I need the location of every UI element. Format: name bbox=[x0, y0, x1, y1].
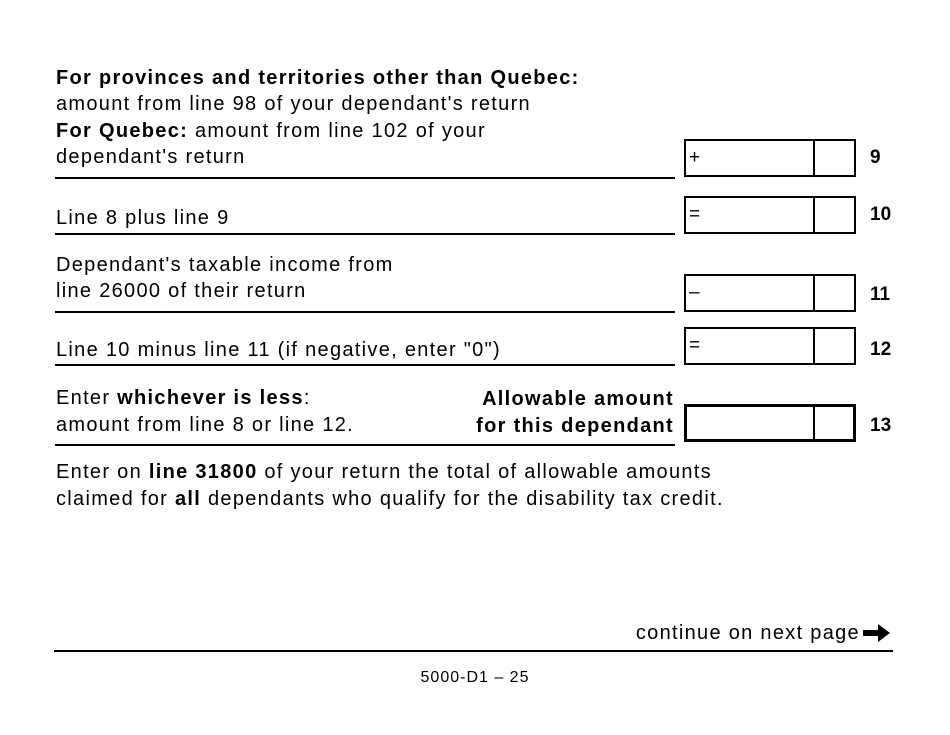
line9-number: 9 bbox=[870, 147, 881, 168]
line11-rule bbox=[55, 311, 675, 313]
line13-colon: : bbox=[303, 387, 311, 409]
line9-amount-field[interactable] bbox=[684, 139, 856, 177]
allowable-amount-label: Allowable amount bbox=[482, 388, 674, 410]
cents-divider bbox=[813, 196, 815, 234]
cents-divider bbox=[813, 139, 815, 177]
line12-label: Line 10 minus line 11 (if negative, enter "0") bbox=[56, 339, 501, 361]
line11-number: 11 bbox=[870, 284, 891, 305]
cents-divider bbox=[813, 327, 815, 365]
instruction-all: all bbox=[174, 488, 202, 510]
line9-quebec-label: For Quebec: bbox=[56, 120, 189, 142]
line9-quebec bbox=[56, 118, 486, 145]
instruction-line-ref: line 31800 bbox=[148, 461, 258, 483]
line11-amount-field[interactable] bbox=[684, 274, 856, 312]
line13-number: 13 bbox=[870, 415, 892, 436]
line13-label-cont: amount from line 8 or line 12. bbox=[56, 414, 355, 436]
right-arrow-icon bbox=[862, 622, 892, 644]
line9-heading: For provinces and territories other than Quebec: bbox=[56, 67, 580, 89]
line12-rule bbox=[55, 364, 675, 366]
line10-rule bbox=[55, 233, 675, 235]
line9-text: amount from line 98 of your dependant's return bbox=[56, 93, 531, 115]
allowable-amount-label-cont: for this dependant bbox=[476, 415, 674, 437]
line13-amount-field[interactable] bbox=[684, 404, 856, 442]
line9-text-cont: dependant's return bbox=[56, 146, 246, 168]
line11-sign: – bbox=[689, 282, 700, 303]
line13-rule bbox=[55, 444, 675, 446]
cents-divider bbox=[813, 274, 815, 312]
instruction-part3: claimed for bbox=[56, 488, 175, 510]
footer-rule bbox=[54, 650, 893, 652]
line13-whichever: whichever is less bbox=[117, 387, 304, 409]
line10-sign: = bbox=[689, 204, 701, 225]
line9-quebec-text: amount from line 102 of your bbox=[188, 120, 486, 142]
line11-label: Dependant's taxable income from bbox=[56, 254, 394, 276]
instruction-line2 bbox=[56, 486, 724, 513]
line9-sign: + bbox=[689, 147, 701, 168]
line12-sign: = bbox=[689, 335, 701, 356]
line9-rule bbox=[55, 177, 675, 179]
instruction-line1 bbox=[56, 459, 712, 486]
cents-divider bbox=[813, 404, 815, 442]
line12-amount-field[interactable] bbox=[684, 327, 856, 365]
line12-number: 12 bbox=[870, 339, 892, 360]
line11-label-cont: line 26000 of their return bbox=[56, 280, 307, 302]
line10-number: 10 bbox=[870, 204, 892, 225]
instruction-part2: of your return the total of allowable amounts bbox=[257, 461, 712, 483]
line10-amount-field[interactable] bbox=[684, 196, 856, 234]
instruction-part1: Enter on bbox=[56, 461, 149, 483]
line13-enter: Enter bbox=[56, 387, 118, 409]
page-identifier: 5000-D1 – 25 bbox=[420, 669, 530, 686]
line13-label bbox=[56, 385, 311, 412]
instruction-part4: dependants who qualify for the disability tax credit. bbox=[201, 488, 724, 510]
line10-label: Line 8 plus line 9 bbox=[56, 207, 230, 229]
continue-next-page: continue on next page bbox=[635, 622, 860, 644]
